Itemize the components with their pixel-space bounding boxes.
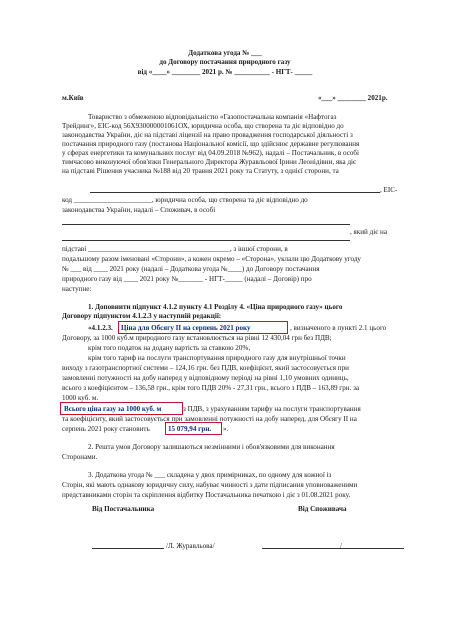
- section3-line: Сторін, які мають однакову юридичну силу, набуває чинності з дати підписання уповноваженими: [62, 481, 358, 489]
- section1-line: крім того податок на додану вартість за ставкою 20%,: [88, 344, 251, 352]
- intro-line: № ___ від ____ 2021 року (надалі – Додаткова угода №____) до Договору постачання: [62, 265, 320, 273]
- section1-line: Договору, за 1000 куб.м природного газу встановлюється на рівні 12 430,04 грн без ПДВ;: [62, 334, 332, 342]
- section2-line: Сторонами.: [62, 453, 98, 461]
- supplier-label: Від Постачальника: [92, 505, 155, 513]
- intro-line: наступне:: [62, 285, 92, 293]
- intro-line: Товариство з обмеженою відповідальністю «Газопостачальна компанія «Нафтогаз: [88, 113, 337, 121]
- section2-line: 2. Решта умов Договору залишаються незмінними і обов'язковими для виконання: [88, 443, 335, 451]
- intro-line: подальшому разом іменовані «Сторони», а кожен окремо – «Сторона», уклали цю Додаткову угоду: [62, 255, 361, 263]
- after-highlight: , визначеного в пункті 2.1 цього: [290, 324, 387, 332]
- doc-reference: від «____» ________ 2021 р. № __________ - НГТ- _____: [137, 68, 313, 76]
- total-highlight-box: [60, 402, 183, 415]
- item-number: «4.1.2.3.: [88, 324, 113, 332]
- section1-line: всього з коефіцієнтом – 136,58 грн., крім того ПДВ 20% - 27,31 грн., всього з ПДВ – 163,89 грн. за: [62, 384, 360, 392]
- section1-line: крім того тариф на послуги транспортування природного газу для внутрішньої точки: [88, 354, 346, 362]
- representative-blank-2: [62, 240, 350, 241]
- intro-line: тимчасово виконуючої обов'язки Генерального Директора Журавльової Ірини Леонідівни, яка діє: [62, 158, 357, 166]
- intro-line: природного газу від ____ 2021 року №_______ - НГТ-_____ (надалі – Договір) про: [62, 275, 312, 283]
- consumer-signature-line: [262, 548, 404, 549]
- acts-line: , який діє на: [350, 228, 387, 236]
- agreement-date: «___» ________ 2021р.: [318, 94, 388, 102]
- representative-blank: [62, 224, 350, 225]
- eic-label: , ЕІС-: [380, 186, 398, 194]
- supplier-name: /Л. Журавльова/: [166, 542, 215, 550]
- section3-line: представниками сторін та скріплення відбитку Постачальника печаткою і діє з 01.08.2021 року.: [62, 491, 351, 499]
- consumer-label: Від Споживача: [298, 505, 347, 513]
- section1-line: 1000 куб. м.: [62, 394, 99, 402]
- supplier-signature-line: [92, 548, 164, 549]
- section1-line: виходу з газотранспортної системи – 124,16 грн. без ПДВ, коефіцієнт, який застосовується при: [62, 364, 349, 372]
- total-line-prefix: серпень 2021 року становить: [62, 425, 150, 433]
- section1-line: замовленні потужності на добу наперед у відповідному періоді на рівні 1,10 умовних одиниць,: [62, 374, 349, 382]
- total-suffix: ».: [223, 425, 229, 433]
- intro-line: Трейдинг», ЕІС-код 56Х930000001061ОХ, юридична особа, що створена та діє відповідно до: [62, 122, 344, 130]
- doc-title: Додаткова угода № ___: [188, 49, 262, 57]
- total-highlight: Всього ціна газу за 1000 куб. м: [64, 405, 162, 413]
- price-highlight-box: [118, 321, 288, 334]
- eic-code-line: код ______________________, юридична особа, що створена та діє відповідно до: [62, 196, 308, 204]
- doc-subtitle: до Договору постачання природного газу: [159, 58, 291, 66]
- total-value-box: [165, 422, 222, 435]
- intro-line: постачання природного газу (постанова Національної комісії, що здійснює державне регулювання: [62, 140, 360, 148]
- basis-line: підставі ________________________________________, з іншої сторони, в: [62, 245, 288, 253]
- consumer-slash: /: [340, 542, 342, 550]
- price-highlight: Ціна для Обсягу II на серпень 2021 року: [121, 324, 251, 332]
- section1-heading: Договору підпунктом 4.1.2.3 у наступній редакції:: [62, 312, 222, 320]
- city: м.Київ: [62, 94, 84, 102]
- section1-heading: 1. Доповнити підпункт 4.1.2 пункту 4.1 Розділу 4. «Ціна природного газу» цього: [88, 303, 343, 311]
- total-line: та коефіцієнту, який застосовується при замовленні потужності на добу наперед, для Обсягу II на: [62, 415, 357, 423]
- intro-line: у сферах енергетики та комунальних послуг від 04.09.2018 №962), надалі – Постачальник, в особі: [62, 149, 360, 157]
- total-value: 15 079,94 грн.: [168, 425, 212, 433]
- section3-line: 3. Додаткова угода № ___ складена у двох примірниках, по одному для кожної із: [88, 471, 332, 479]
- intro-line: законодавства України, діє на підставі ліцензії на право провадження господарської діяльності з: [62, 131, 353, 139]
- consumer-name-blank: [90, 192, 380, 193]
- intro-line: на підставі Рішення учасника №188 від 20 травня 2021 року та Статуту, з однієї сторони, та: [62, 167, 339, 175]
- total-rest: з ПДВ, з урахуванням тарифу на послуги транспортування: [183, 405, 361, 413]
- law-line: законодавства України, надалі – Споживач, в особі: [62, 206, 216, 214]
